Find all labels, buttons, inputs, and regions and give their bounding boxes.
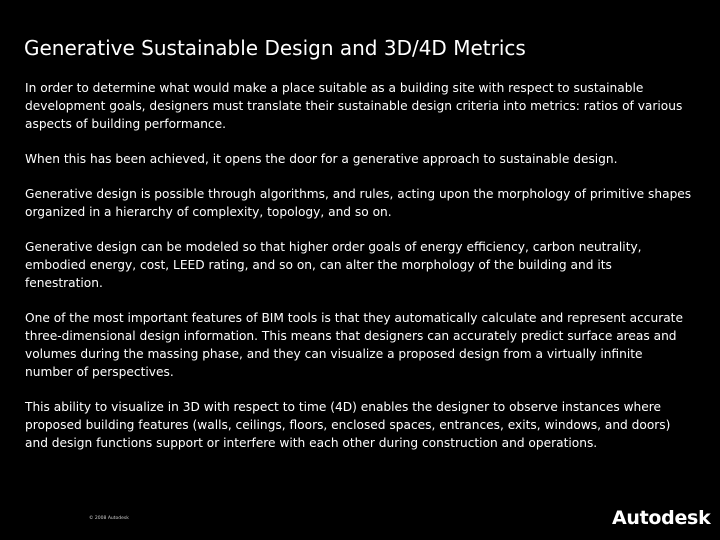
- body-paragraph-1: In order to determine what would make a place suitable as a building site with respect to sustainable development goals, designers must translate their sustainable design criteria into metrics: ratios of various aspects of building performance.: [25, 81, 683, 131]
- copyright-notice: © 2008 Autodesk: [89, 516, 129, 521]
- autodesk-logo: Autodesk: [612, 507, 711, 529]
- body-paragraph-6: This ability to visualize in 3D with respect to time (4D) enables the designer to observe instances where proposed building features (walls, ceilings, floors, enclosed spaces, entrances, exits, windows, and doors) and design functions support or interfere with each other during construction and operations.: [25, 400, 671, 450]
- body-paragraph-2: When this has been achieved, it opens the door for a generative approach to sustainable design.: [25, 152, 618, 166]
- body-paragraph-4: Generative design can be modeled so that higher order goals of energy efficiency, carbon neutrality, embodied energy, cost, LEED rating, and so on, can alter the morphology of the building and its fenestration.: [25, 240, 642, 290]
- slide-title: Generative Sustainable Design and 3D/4D Metrics: [24, 36, 526, 60]
- body-paragraph-5: One of the most important features of BIM tools is that they automatically calculate and represent accurate three-dimensional design information. This means that designers can accurately predict surface areas and volumes during the massing phase, and they can visualize a proposed design from a virtually infinite number of perspectives.: [25, 311, 683, 379]
- slide-body: [25, 79, 693, 469]
- body-paragraph-3: Generative design is possible through algorithms, and rules, acting upon the morphology of primitive shapes organized in a hierarchy of complexity, topology, and so on.: [25, 187, 692, 219]
